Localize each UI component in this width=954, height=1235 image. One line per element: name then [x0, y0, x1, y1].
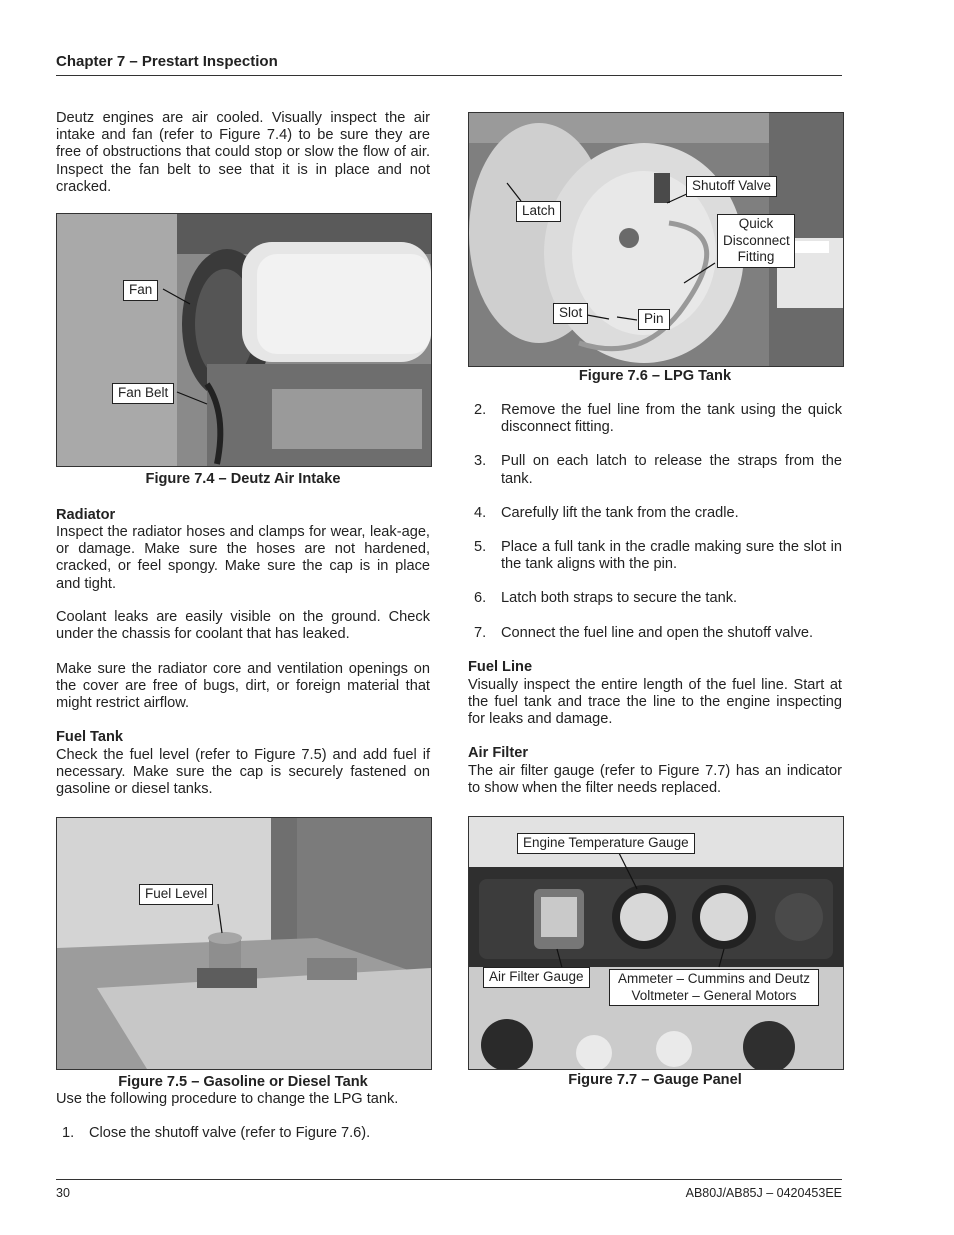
fuel-line-paragraph: Visually inspect the entire length of the fuel line. Start at the fuel tank and trace the line to the engine inspecting for leaks and damage. [468, 677, 842, 728]
label-voltmeter-line: Voltmeter – General Motors [631, 987, 797, 1003]
list-item [474, 453, 842, 487]
step-number: 3. [474, 453, 487, 470]
label-engine-temperature-gauge: Engine Temperature Gauge [517, 833, 695, 854]
step-text: Latch both straps to secure the tank. [501, 590, 738, 607]
step-text: Place a full tank in the cradle making sure the slot in the tank aligns with the pin. [501, 539, 842, 573]
air-filter-paragraph: The air filter gauge (refer to Figure 7.7) has an indicator to show when the filter needs replaced. [468, 763, 842, 797]
step-number: 7. [474, 624, 487, 641]
figure-7-4-photo [56, 213, 432, 467]
step-text: Pull on each latch to release the straps from the tank. [501, 453, 842, 487]
list-item [474, 539, 842, 573]
radiator-heading: Radiator [56, 507, 116, 523]
step-list-right [474, 402, 842, 642]
label-fan-belt: Fan Belt [112, 383, 174, 404]
air-filter-heading: Air Filter [468, 745, 529, 761]
label-fan: Fan [123, 280, 158, 301]
label-quick-disconnect: Quick Disconnect Fitting [717, 214, 795, 268]
figure-7-7-caption: Figure 7.7 – Gauge Panel [568, 1072, 742, 1088]
label-ammeter-line: Ammeter – Cummins and Deutz [617, 971, 811, 986]
step-text: Carefully lift the tank from the cradle. [501, 504, 739, 521]
figure-7-4-caption: Figure 7.4 – Deutz Air Intake [145, 471, 341, 487]
label-ammeter-voltmeter [609, 969, 819, 1006]
figure-7-5-caption: Figure 7.5 – Gasoline or Diesel Tank [118, 1074, 368, 1090]
step-list-left [62, 1125, 430, 1142]
page-number: 30 [56, 1186, 70, 1200]
footer-rule [56, 1179, 842, 1180]
step-text: Remove the fuel line from the tank using the quick disconnect fitting. [501, 402, 842, 436]
figure-7-5-photo [56, 817, 432, 1070]
step-number: 4. [474, 504, 487, 521]
list-item [62, 1125, 430, 1142]
figure-7-7-photo [468, 816, 844, 1070]
procedure-intro: Use the following procedure to change the LPG tank. [56, 1091, 399, 1107]
figure-7-6-photo [468, 112, 844, 367]
label-air-filter-gauge: Air Filter Gauge [483, 967, 590, 988]
header-rule [56, 75, 842, 76]
document-id: AB80J/AB85J – 0420453EE [685, 1186, 842, 1200]
intro-paragraph: Deutz engines are air cooled. Visually inspect the air intake and fan (refer to Figure 7.4) to be sure they are free of obstructions that could stop or slow the flow of air. Inspect the fan belt to see that it is in place and not cracked. [56, 110, 430, 195]
fuel-line-heading: Fuel Line [468, 659, 533, 675]
step-text: Connect the fuel line and open the shutoff valve. [501, 624, 814, 641]
step-number: 6. [474, 590, 487, 607]
label-slot: Slot [553, 303, 588, 324]
list-item [474, 590, 842, 607]
radiator-paragraph-1: Inspect the radiator hoses and clamps for wear, leak-age, or damage. Make sure the hoses are not hardened, cracked, or feel spongy. Make sure the cap is in place and tight. [56, 524, 430, 592]
chapter-header: Chapter 7 – Prestart Inspection [56, 53, 278, 70]
label-pin: Pin [638, 309, 670, 330]
radiator-paragraph-2: Coolant leaks are easily visible on the ground. Check under the chassis for coolant that has leaked. [56, 609, 430, 643]
fuel-tank-heading: Fuel Tank [56, 729, 124, 745]
list-item [474, 625, 842, 642]
figure-7-6-caption: Figure 7.6 – LPG Tank [578, 368, 732, 384]
radiator-paragraph-3: Make sure the radiator core and ventilation openings on the cover are free of bugs, dirt, or foreign material that might restrict airflow. [56, 661, 430, 712]
label-shutoff-valve: Shutoff Valve [686, 176, 777, 197]
label-latch: Latch [516, 201, 561, 222]
list-item [474, 505, 842, 522]
step-text: Close the shutoff valve (refer to Figure 7.6). [89, 1125, 371, 1141]
list-item [474, 402, 842, 436]
step-number: 5. [474, 539, 487, 556]
label-fuel-level: Fuel Level [139, 884, 213, 905]
fuel-tank-paragraph: Check the fuel level (refer to Figure 7.5) and add fuel if necessary. Make sure the cap is securely fastened on gasoline or diesel tanks. [56, 747, 430, 798]
step-number: 2. [474, 402, 487, 418]
step-number: 1. [62, 1125, 75, 1141]
